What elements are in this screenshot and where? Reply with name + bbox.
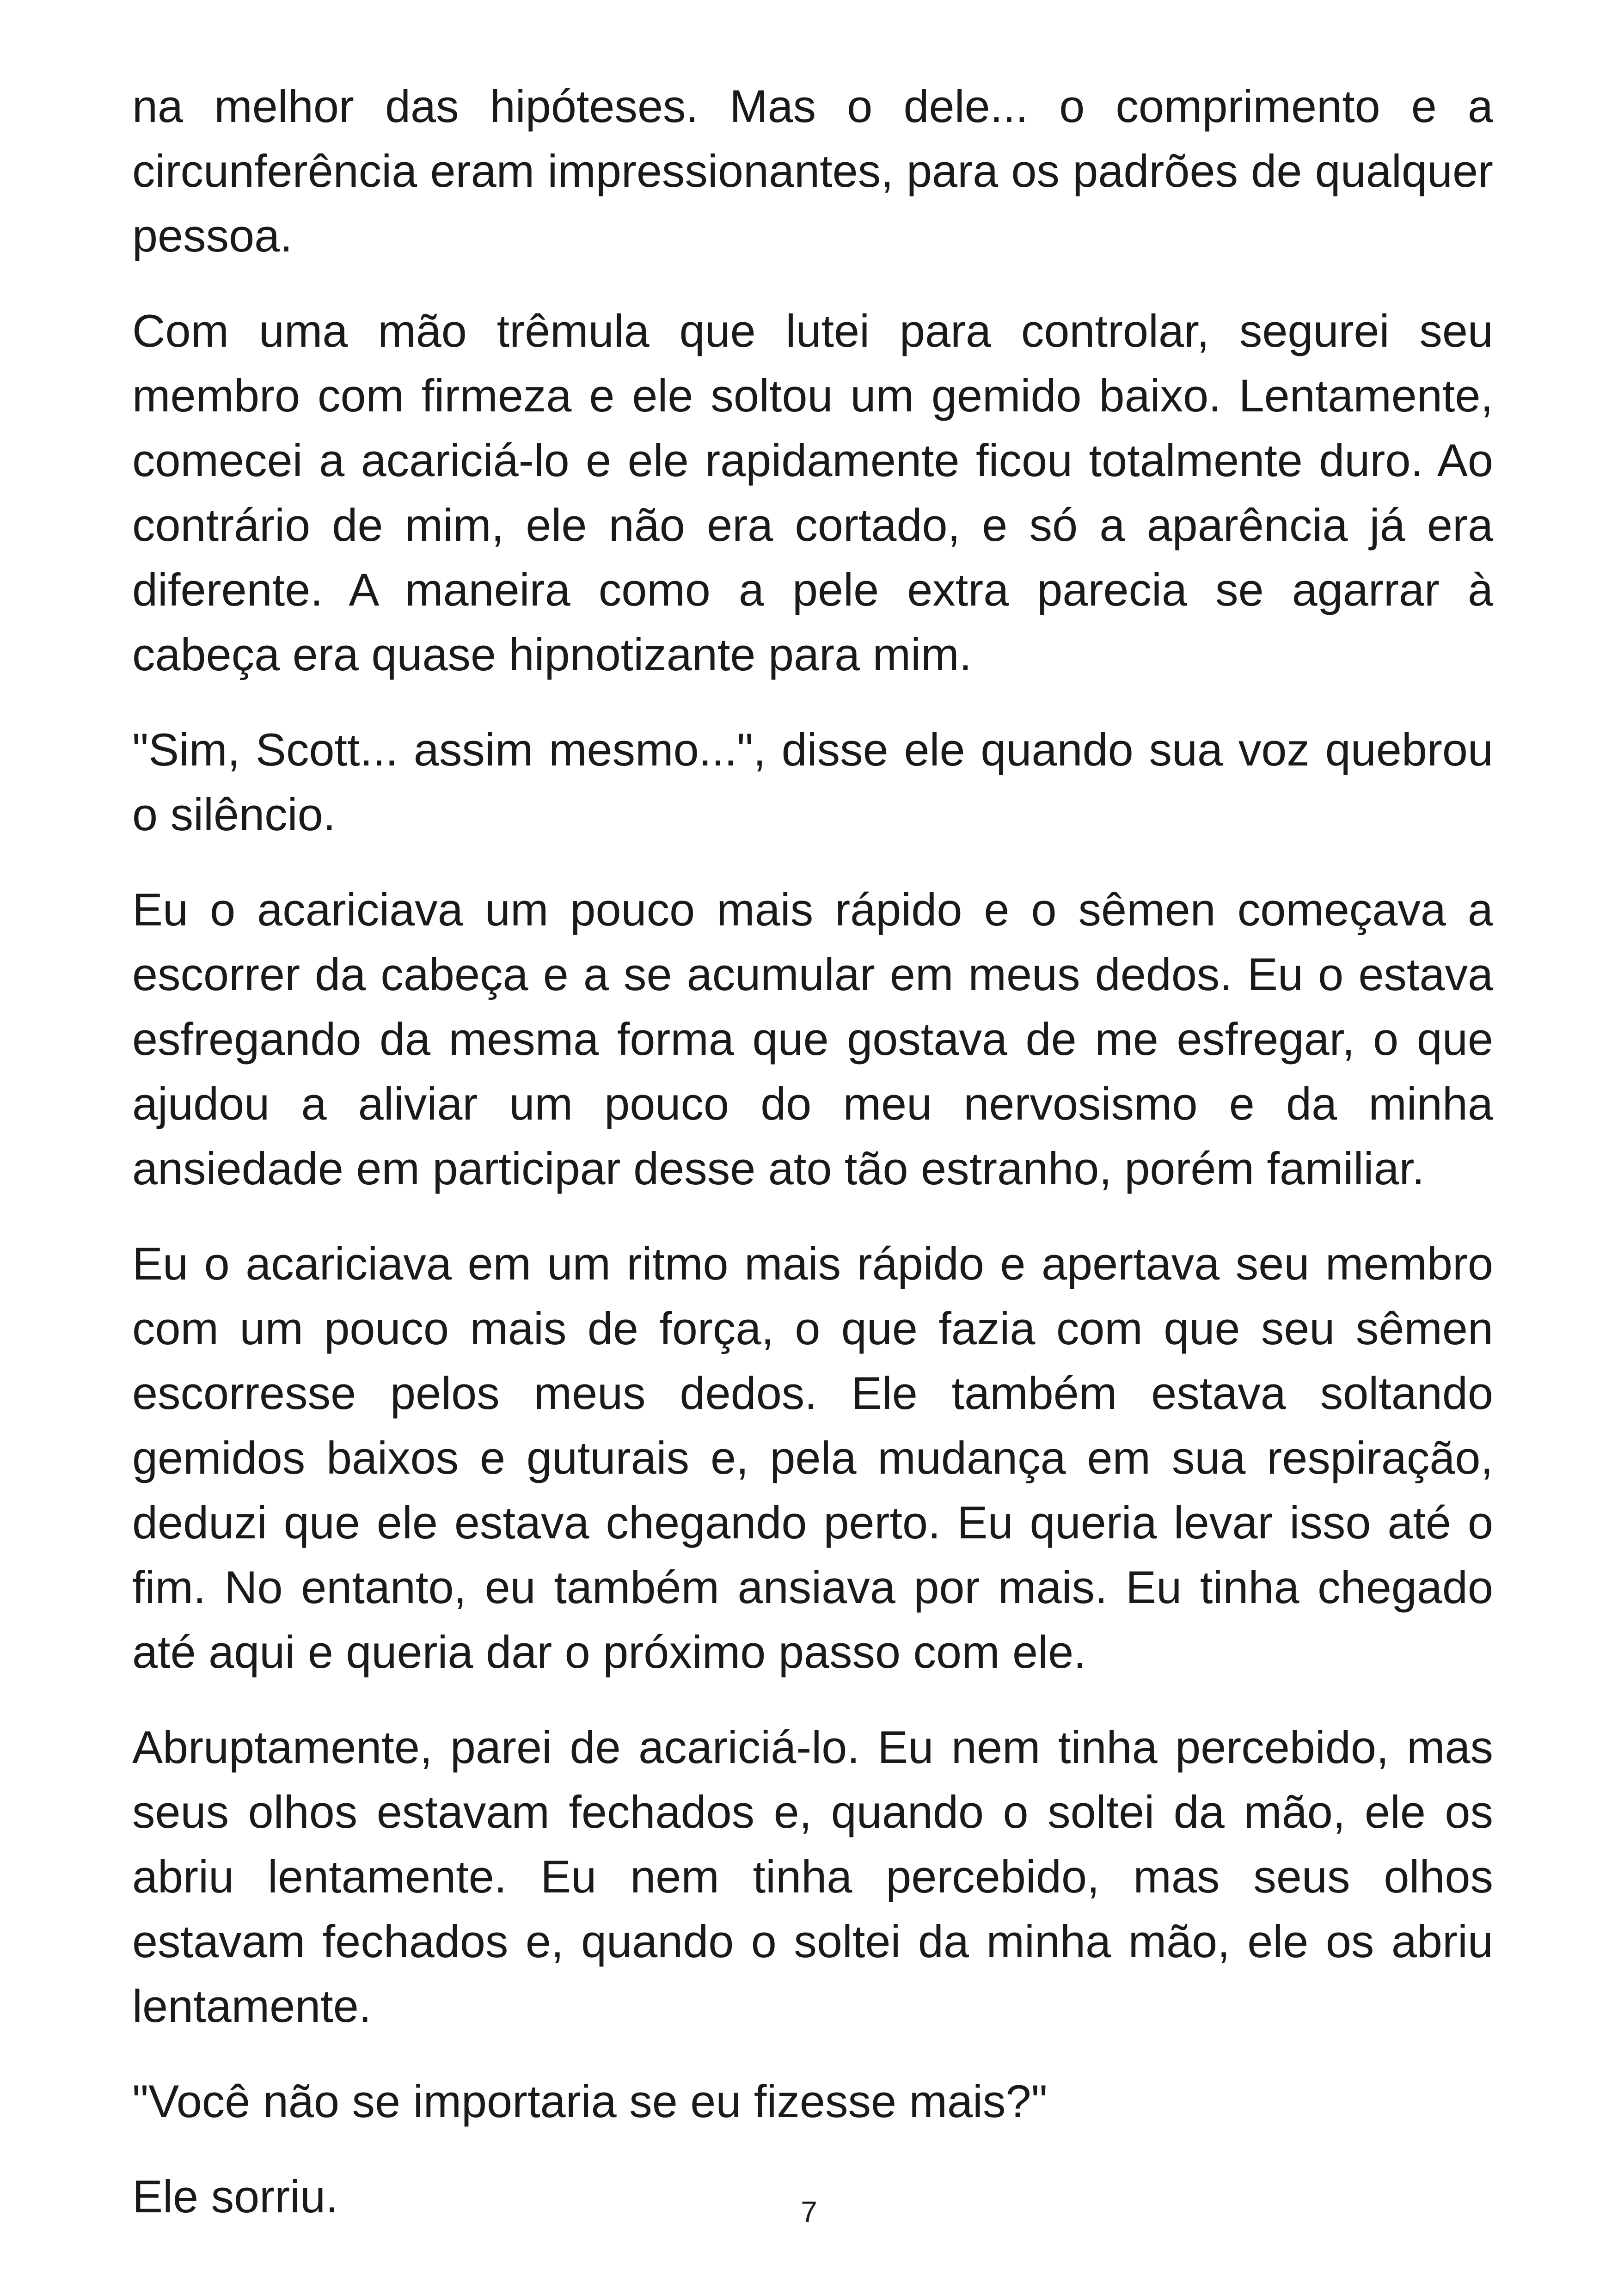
paragraph: na melhor das hipóteses. Mas o dele... o comprimento e a circunferência eram impressionantes, para os padrões de qualquer pessoa. <box>132 80 1493 261</box>
paragraph: Abruptamente, parei de acariciá-lo. Eu nem tinha percebido, mas seus olhos estavam fechados e, quando o soltei da mão, ele os abriu lentamente. Eu nem tinha percebido, mas seus olhos estavam fechados e, quando o soltei da minha mão, ele os abriu lentamente. <box>132 1721 1493 2032</box>
paragraph: "Sim, Scott... assim mesmo...", disse ele quando sua voz quebrou o silêncio. <box>132 724 1493 840</box>
paragraph: Eu o acariciava um pouco mais rápido e o sêmen começava a escorrer da cabeça e a se acumular em meus dedos. Eu o estava esfregando da mesma forma que gostava de me esfregar, o que ajudou a aliviar um pouco do meu nervosismo e da minha ansiedade em participar desse ato tão estranho, porém familiar. <box>132 884 1493 1194</box>
paragraph: Com uma mão trêmula que lutei para controlar, segurei seu membro com firmeza e ele soltou um gemido baixo. Lentamente, comecei a acariciá-lo e ele rapidamente ficou totalmente duro. Ao contrário de mim, ele não era cortado, e só a aparência já era diferente. A maneira como a pele extra parecia se agarrar à cabeça era quase hipnotizante para mim. <box>132 305 1493 680</box>
paragraph: Ele sorriu. <box>132 2171 338 2222</box>
body-text <box>132 74 1493 2259</box>
paragraph: Eu o acariciava em um ritmo mais rápido e apertava seu membro com um pouco mais de força, o que fazia com que seu sêmen escorresse pelos meus dedos. Ele também estava soltando gemidos baixos e guturais e, pela mudança em sua respiração, deduzi que ele estava chegando perto. Eu queria levar isso até o fim. No entanto, eu também ansiava por mais. Eu tinha chegado até aqui e queria dar o próximo passo com ele. <box>132 1238 1493 1678</box>
paragraph: "Você não se importaria se eu fizesse mais?" <box>132 2076 1048 2127</box>
page-number: 7 <box>801 2195 817 2229</box>
